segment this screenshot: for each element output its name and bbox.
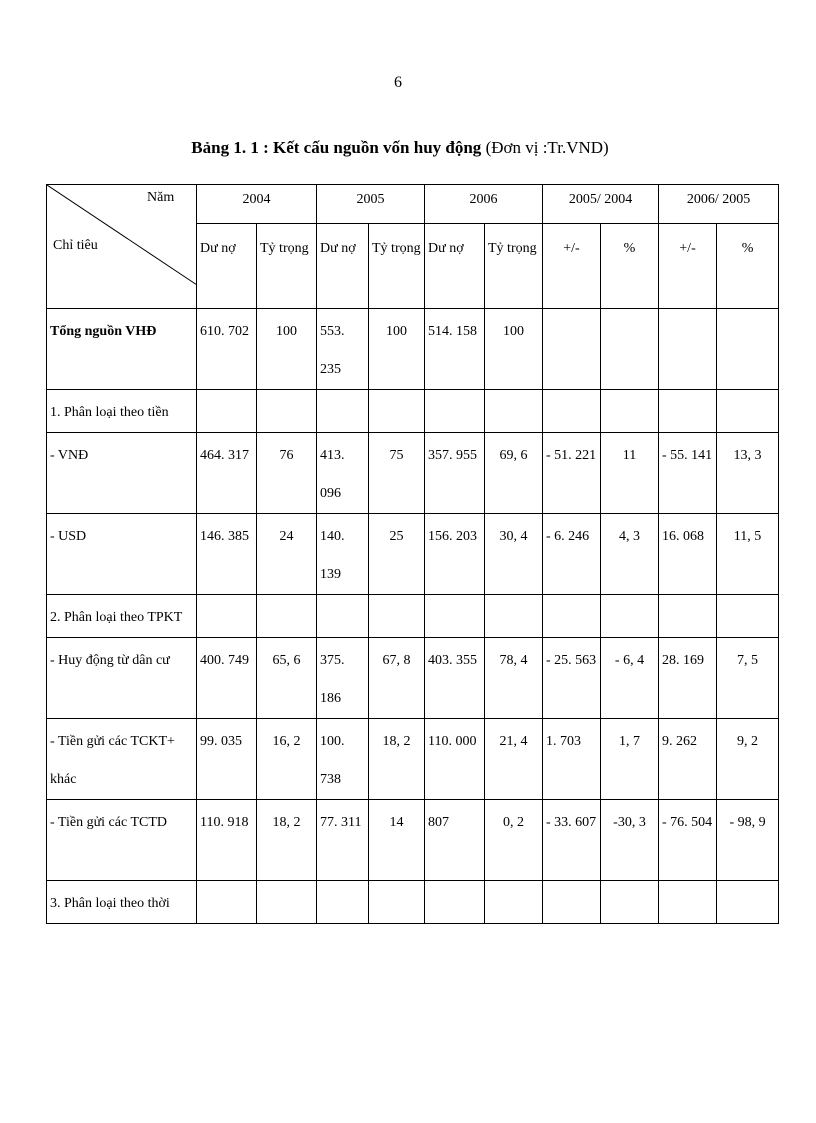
- table-row: [47, 719, 779, 800]
- row-label: Tổng nguồn VHĐ: [47, 309, 197, 390]
- table-cell: [485, 595, 543, 638]
- table-cell: [257, 881, 317, 924]
- table-cell: [543, 309, 601, 390]
- row-label: 2. Phân loại theo TPKT: [47, 595, 197, 638]
- table-row: [47, 881, 779, 924]
- table-cell: [485, 881, 543, 924]
- table-cell: - 33. 607: [543, 800, 601, 881]
- table-cell: [317, 881, 369, 924]
- table-cell: [369, 595, 425, 638]
- table-cell: [425, 595, 485, 638]
- subheader-cell: %: [717, 224, 779, 309]
- row-label: - Huy động từ dân cư: [47, 638, 197, 719]
- table-cell: 9. 262: [659, 719, 717, 800]
- table-cell: [601, 881, 659, 924]
- table-cell: 110. 918: [197, 800, 257, 881]
- table-cell: 413. 096: [317, 433, 369, 514]
- table-cell: 403. 355: [425, 638, 485, 719]
- table-row: [47, 390, 779, 433]
- table-cell: 464. 317: [197, 433, 257, 514]
- table-cell: 13, 3: [717, 433, 779, 514]
- table-cell: - 6. 246: [543, 514, 601, 595]
- table-cell: 110. 000: [425, 719, 485, 800]
- table-cell: 21, 4: [485, 719, 543, 800]
- subheader-cell: Dư nợ: [197, 224, 257, 309]
- table-cell: [543, 881, 601, 924]
- table-cell: 100. 738: [317, 719, 369, 800]
- subheader-cell: Dư nợ: [425, 224, 485, 309]
- subheader-cell: Dư nợ: [317, 224, 369, 309]
- table-cell: 11, 5: [717, 514, 779, 595]
- table-cell: [197, 881, 257, 924]
- table-cell: [717, 595, 779, 638]
- table-cell: 76: [257, 433, 317, 514]
- table-cell: [659, 309, 717, 390]
- table-cell: 140. 139: [317, 514, 369, 595]
- table-cell: 16, 2: [257, 719, 317, 800]
- table-cell: 16. 068: [659, 514, 717, 595]
- table-cell: [717, 309, 779, 390]
- table-cell: - 55. 141: [659, 433, 717, 514]
- table-cell: 1. 703: [543, 719, 601, 800]
- table-cell: 75: [369, 433, 425, 514]
- table-cell: 100: [485, 309, 543, 390]
- table-cell: 7, 5: [717, 638, 779, 719]
- table-cell: [425, 881, 485, 924]
- table-cell: 67, 8: [369, 638, 425, 719]
- table-cell: [601, 390, 659, 433]
- year-header: 2005: [317, 185, 425, 224]
- table-row: [47, 595, 779, 638]
- year-header: 2006: [425, 185, 543, 224]
- table-cell: [257, 595, 317, 638]
- row-label: - Tiền gửi các TCKT+ khác: [47, 719, 197, 800]
- table-row: [47, 433, 779, 514]
- page-number: 6: [394, 74, 402, 91]
- table-cell: [369, 390, 425, 433]
- table-cell: 0, 2: [485, 800, 543, 881]
- table-cell: 146. 385: [197, 514, 257, 595]
- table-cell: [369, 881, 425, 924]
- table-cell: 11: [601, 433, 659, 514]
- table-cell: 30, 4: [485, 514, 543, 595]
- table-cell: [659, 595, 717, 638]
- table-cell: 100: [369, 309, 425, 390]
- table-cell: 807: [425, 800, 485, 881]
- caption-unit: (Đơn vị :Tr.VND): [485, 138, 609, 157]
- table-caption: [0, 138, 800, 158]
- table-cell: [601, 309, 659, 390]
- year-header: 2005/ 2004: [543, 185, 659, 224]
- table-cell: - 98, 9: [717, 800, 779, 881]
- table-cell: - 25. 563: [543, 638, 601, 719]
- table-cell: [425, 390, 485, 433]
- table-cell: [317, 390, 369, 433]
- table-cell: [543, 390, 601, 433]
- table-cell: 514. 158: [425, 309, 485, 390]
- table-cell: [659, 881, 717, 924]
- corner-header-year: Năm: [147, 190, 175, 205]
- subheader-cell: %: [601, 224, 659, 309]
- table-row: [47, 800, 779, 881]
- corner-header-cell: [47, 185, 197, 309]
- table-cell: 99. 035: [197, 719, 257, 800]
- table-row: [47, 638, 779, 719]
- caption-label: Bảng 1. 1 : Kết cấu nguồn vốn huy động: [191, 138, 482, 157]
- table-cell: 1, 7: [601, 719, 659, 800]
- table-cell: 25: [369, 514, 425, 595]
- table-cell: 357. 955: [425, 433, 485, 514]
- table-row: [47, 309, 779, 390]
- table-cell: [717, 881, 779, 924]
- table-cell: - 76. 504: [659, 800, 717, 881]
- table-cell: [659, 390, 717, 433]
- table-cell: [257, 390, 317, 433]
- corner-header-indicator: Chỉ tiêu: [53, 238, 98, 253]
- table-cell: 77. 311: [317, 800, 369, 881]
- table-cell: 28. 169: [659, 638, 717, 719]
- row-label: - VNĐ: [47, 433, 197, 514]
- table-cell: - 51. 221: [543, 433, 601, 514]
- table-cell: [543, 595, 601, 638]
- row-label: - Tiền gửi các TCTD: [47, 800, 197, 881]
- funding-structure-table: [46, 184, 779, 924]
- table-cell: [317, 595, 369, 638]
- table-cell: [601, 595, 659, 638]
- table-cell: 24: [257, 514, 317, 595]
- table-cell: 610. 702: [197, 309, 257, 390]
- table-cell: 65, 6: [257, 638, 317, 719]
- table-cell: 9, 2: [717, 719, 779, 800]
- row-label: - USD: [47, 514, 197, 595]
- table-cell: -30, 3: [601, 800, 659, 881]
- table-cell: 14: [369, 800, 425, 881]
- row-label: 3. Phân loại theo thời: [47, 881, 197, 924]
- table-cell: [717, 390, 779, 433]
- year-header: 2006/ 2005: [659, 185, 779, 224]
- subheader-cell: +/-: [659, 224, 717, 309]
- year-header: 2004: [197, 185, 317, 224]
- table-cell: [197, 390, 257, 433]
- table-cell: 18, 2: [369, 719, 425, 800]
- table-cell: - 6, 4: [601, 638, 659, 719]
- subheader-cell: Tỷ trọng: [485, 224, 543, 309]
- table-cell: 78, 4: [485, 638, 543, 719]
- subheader-cell: Tỷ trọng: [257, 224, 317, 309]
- table-row: [47, 514, 779, 595]
- row-label: 1. Phân loại theo tiền: [47, 390, 197, 433]
- table-cell: 4, 3: [601, 514, 659, 595]
- table-cell: 400. 749: [197, 638, 257, 719]
- table-cell: 69, 6: [485, 433, 543, 514]
- table-cell: 100: [257, 309, 317, 390]
- subheader-cell: +/-: [543, 224, 601, 309]
- table-cell: [197, 595, 257, 638]
- table-cell: 375. 186: [317, 638, 369, 719]
- table-cell: [485, 390, 543, 433]
- table-cell: 18, 2: [257, 800, 317, 881]
- subheader-cell: Tỷ trọng: [369, 224, 425, 309]
- table-cell: 156. 203: [425, 514, 485, 595]
- table-cell: 553. 235: [317, 309, 369, 390]
